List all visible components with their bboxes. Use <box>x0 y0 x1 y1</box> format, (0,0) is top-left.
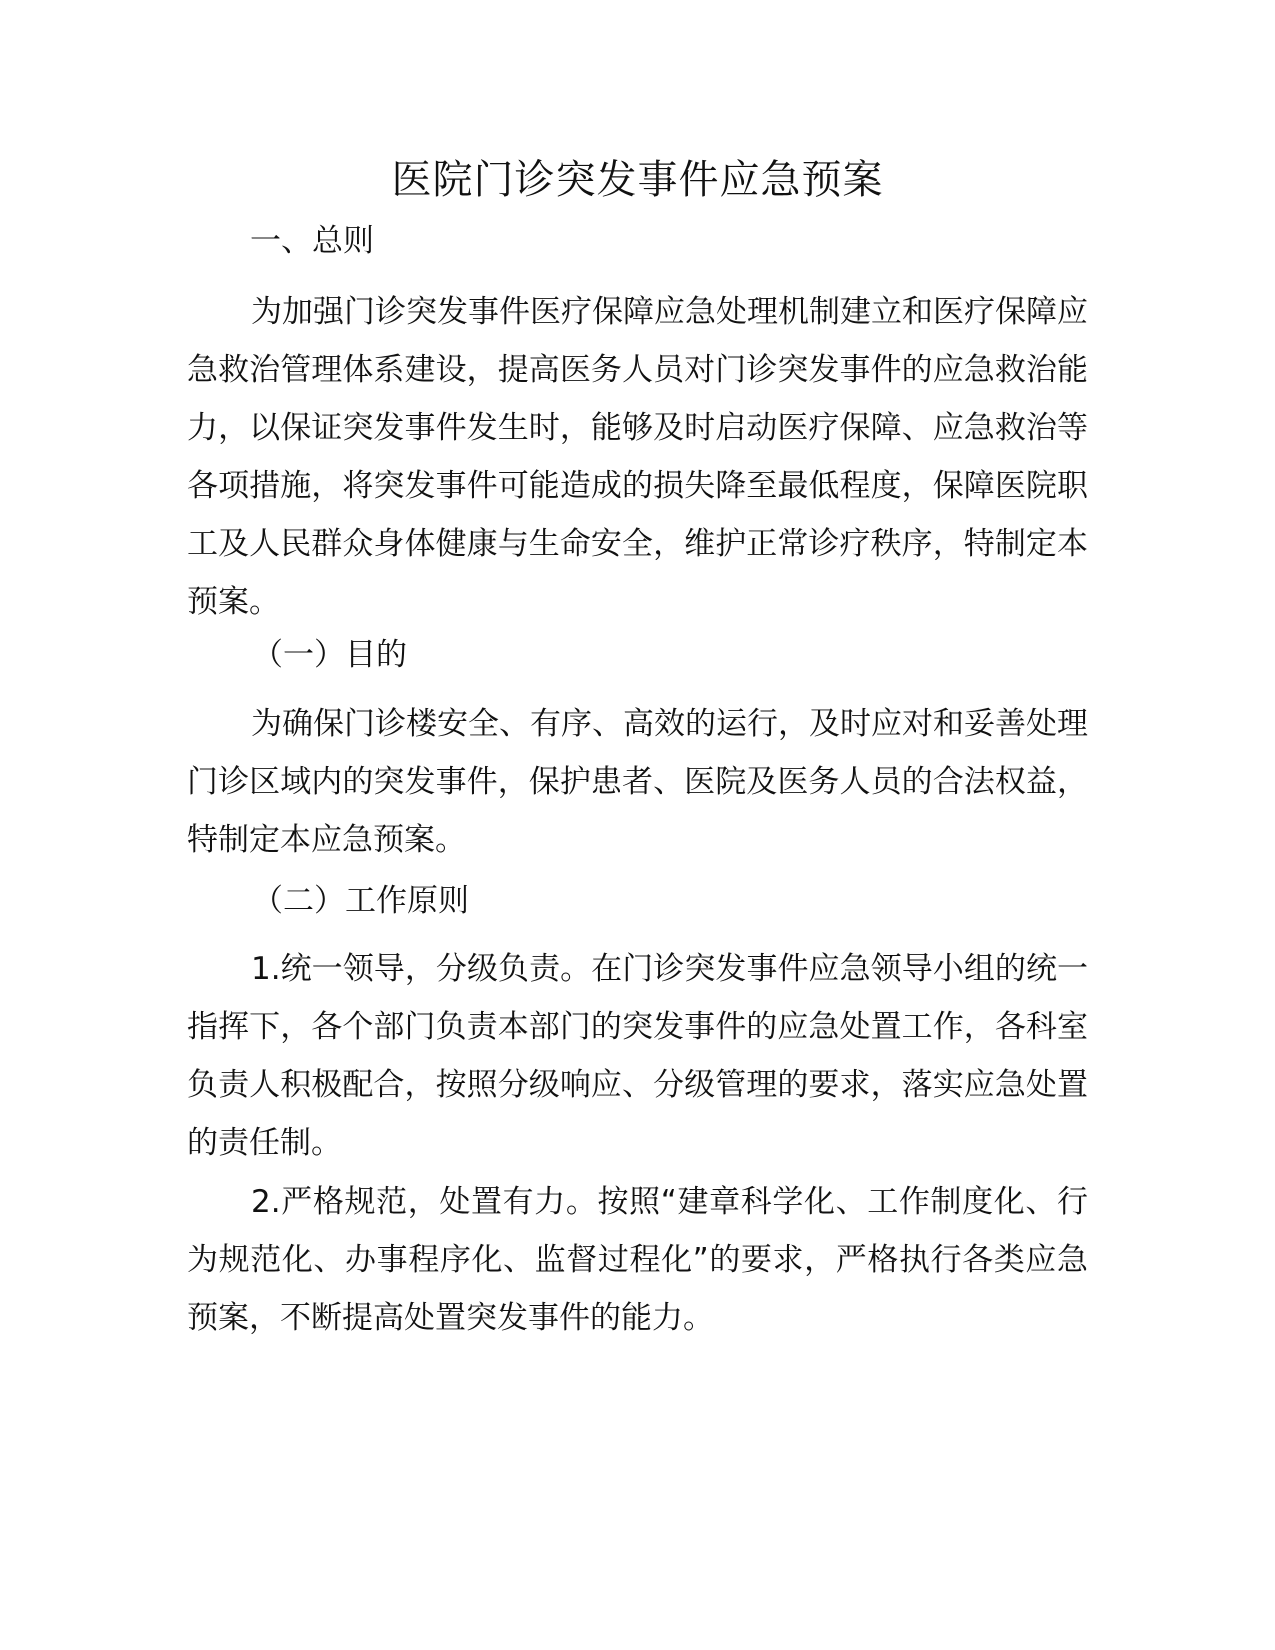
paragraph-principle-2: 2.严格规范，处置有力。按照“建章科学化、工作制度化、行为规范化、办事程序化、监督过程化”的要求，严格执行各类应急预案，不断提高处置突发事件的能力。 <box>187 1184 1088 1336</box>
section-heading-general: 一、总则 <box>250 223 374 259</box>
subsection-heading-principles: （二）工作原则 <box>252 883 469 919</box>
paragraph-principle-1: 1.统一领导，分级负责。在门诊突发事件应急领导小组的统一指挥下，各个部门负责本部门的突发事件的应急处置工作，各科室负责人积极配合，按照分级响应、分级管理的要求，落实应急处置的责任制。 <box>187 951 1088 1161</box>
paragraph-purpose: 为确保门诊楼安全、有序、高效的运行，及时应对和妥善处理门诊区域内的突发事件，保护患者、医院及医务人员的合法权益，特制定本应急预案。 <box>187 706 1088 858</box>
subsection-heading-purpose: （一）目的 <box>252 637 407 673</box>
paragraph-intro: 为加强门诊突发事件医疗保障应急处理机制建立和医疗保障应急救治管理体系建设，提高医务人员对门诊突发事件的应急救治能力，以保证突发事件发生时，能够及时启动医疗保障、应急救治等各项措施，将突发事件可能造成的损失降至最低程度，保障医院职工及人民群众身体健康与生命安全，维护正常诊疗秩序，特制定本预案。 <box>187 294 1088 620</box>
document-title: 医院门诊突发事件应急预案 <box>391 157 884 203</box>
